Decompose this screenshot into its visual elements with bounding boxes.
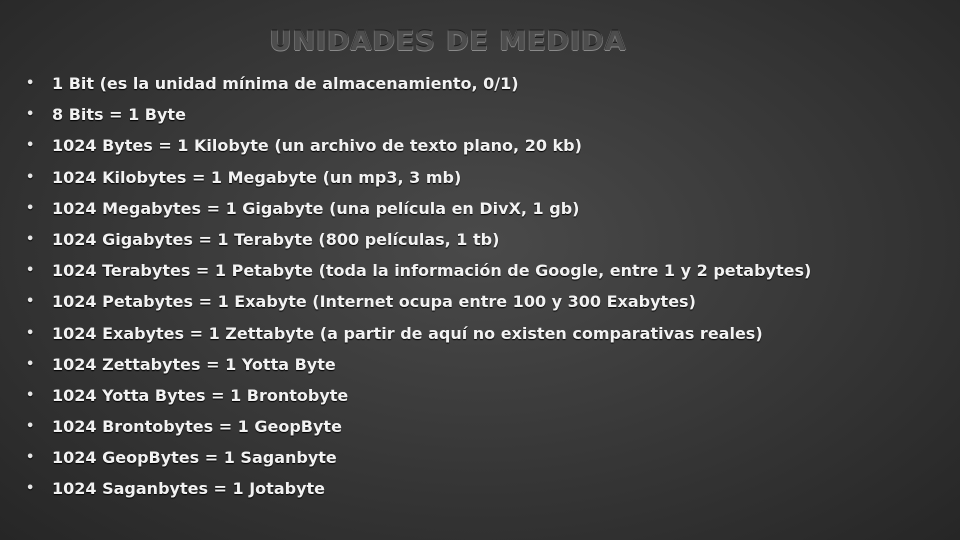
units-list [26,68,811,505]
list-item [26,68,811,99]
list-item [26,162,811,193]
list-item-text: 8 Bits = 1 Byte [52,105,186,125]
bullet-icon: • [26,76,35,91]
list-item [26,130,811,161]
list-item-text: 1024 Exabytes = 1 Zettabyte (a partir de aquí no existen comparativas reales) [52,323,763,343]
list-item-text: 1024 Bytes = 1 Kilobyte (un archivo de texto plano, 20 kb) [52,136,582,156]
bullet-icon: • [26,419,35,435]
bullet-icon: • [26,231,35,247]
list-item [26,286,811,317]
list-item-text: 1024 Terabytes = 1 Petabyte (toda la información de Google, entre 1 y 2 petabytes) [52,261,812,281]
list-item-text: 1024 Brontobytes = 1 GeopByte [52,417,342,437]
bullet-icon: • [26,200,35,216]
list-item-text: 1 Bit (es la unidad mínima de almacenamiento, 0/1) [52,74,519,93]
list-item-text: 1024 GeopBytes = 1 Saganbyte [52,448,337,468]
list-item [26,224,811,255]
list-item-text: 1024 Kilobytes = 1 Megabyte (un mp3, 3 mb) [52,167,462,187]
bullet-icon: • [26,107,35,123]
list-item-text: 1024 Gigabytes = 1 Terabyte (800 películas, 1 tb) [52,229,500,249]
bullet-icon: • [26,169,35,185]
list-item [26,99,811,130]
list-item-text: 1024 Megabytes = 1 Gigabyte (una película en DivX, 1 gb) [52,198,580,218]
list-item-text: 1024 Saganbytes = 1 Jotabyte [52,479,325,499]
list-item [26,411,811,442]
bullet-icon: • [26,450,35,466]
list-item-text: 1024 Petabytes = 1 Exabyte (Internet ocupa entre 100 y 300 Exabytes) [52,292,696,312]
bullet-icon: • [26,387,35,403]
bullet-icon: • [26,138,35,154]
slide-title: UNIDADES DE MEDIDA [269,26,627,57]
list-item [26,473,811,504]
list-item [26,255,811,286]
list-item [26,193,811,224]
list-item-text: 1024 Yotta Bytes = 1 Brontobyte [52,385,349,405]
list-item [26,349,811,380]
bullet-icon: • [26,481,35,497]
bullet-icon: • [26,294,35,310]
list-item-text: 1024 Zettabytes = 1 Yotta Byte [52,354,336,374]
list-item [26,442,811,473]
list-item [26,380,811,411]
bullet-icon: • [26,263,35,279]
bullet-icon: • [26,356,35,372]
bullet-icon: • [26,325,35,341]
list-item [26,318,811,349]
